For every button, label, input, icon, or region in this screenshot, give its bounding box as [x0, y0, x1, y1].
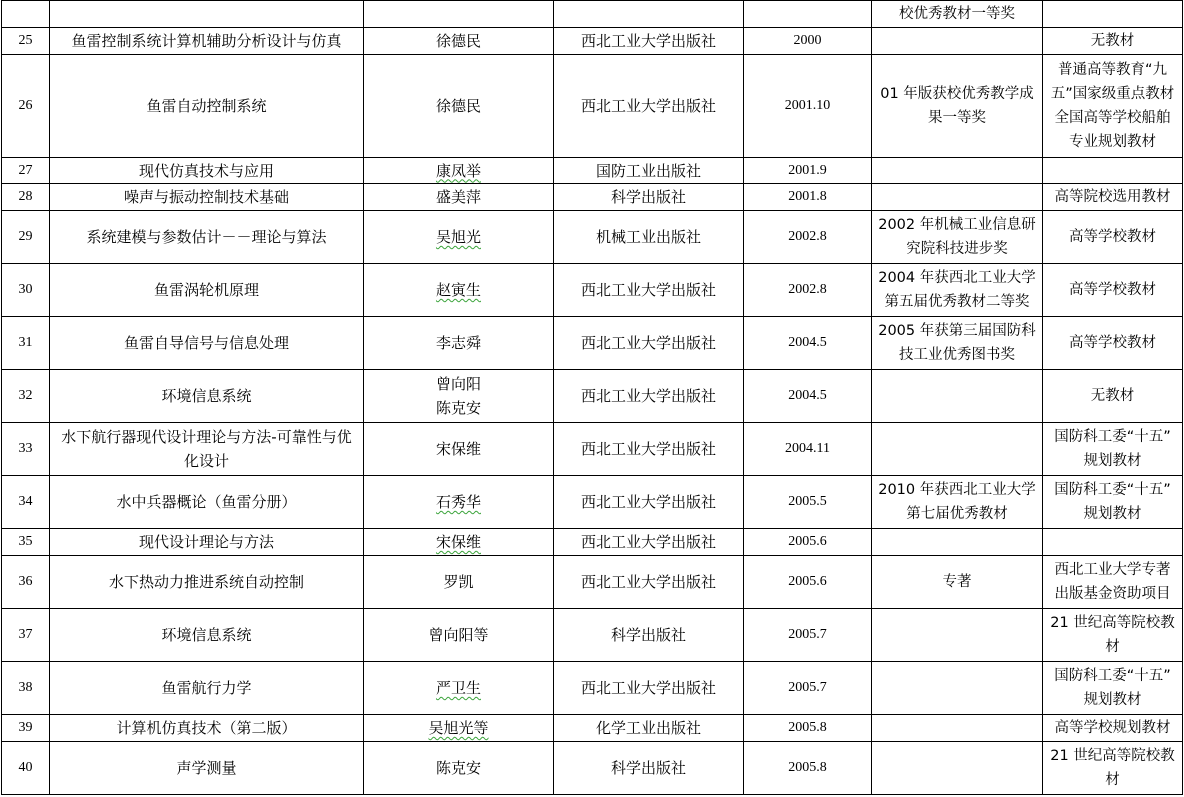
- row-number: 29: [18, 229, 33, 244]
- book-title: 环境信息系统: [161, 626, 252, 644]
- book-title-cell: [50, 264, 364, 317]
- award-info-cell: [872, 211, 1043, 264]
- row-number: 37: [18, 627, 33, 642]
- row-number: 27: [18, 162, 33, 178]
- publish-date-cell: [744, 211, 872, 264]
- author-name: 康凤举: [435, 161, 481, 180]
- author-name: 吴旭光等: [428, 719, 489, 737]
- award-info-cell: [872, 609, 1043, 662]
- row-number-cell: [2, 742, 50, 795]
- table-row: [2, 662, 1183, 715]
- book-title: 水下航行器现代设计理论与方法-可靠性与优 化设计: [61, 428, 352, 470]
- author-name: 李志舜: [435, 334, 481, 352]
- row-number: 31: [18, 335, 33, 350]
- row-number-cell: [2, 529, 50, 556]
- publisher-name-cell: [554, 28, 744, 55]
- author-name-cell: [364, 742, 554, 795]
- publisher-name-cell: [554, 1, 744, 28]
- book-title: 鱼雷涡轮机原理: [153, 281, 259, 299]
- publish-date-cell: [744, 609, 872, 662]
- textbook-note-cell: [1043, 529, 1183, 556]
- book-title-cell: [50, 184, 364, 211]
- row-number: 34: [18, 494, 33, 509]
- award-info-cell: [872, 529, 1043, 556]
- publish-date-cell: [744, 662, 872, 715]
- row-number-cell: [2, 28, 50, 55]
- publish-date-cell: [744, 1, 872, 28]
- publisher-name: 西北工业大学出版社: [580, 679, 716, 697]
- book-title: 鱼雷自动控制系统: [146, 97, 267, 115]
- book-title-cell: [50, 55, 364, 158]
- publish-date-cell: [744, 28, 872, 55]
- author-name-cell: [364, 423, 554, 476]
- publisher-name: 西北工业大学出版社: [580, 281, 716, 299]
- row-number: 39: [18, 720, 33, 735]
- publisher-name: 西北工业大学出版社: [580, 440, 716, 458]
- textbook-note: 国防科工委“十五” 规划教材: [1054, 668, 1171, 708]
- row-number: 36: [18, 574, 33, 589]
- book-title: 现代设计理论与方法: [138, 533, 274, 551]
- publish-date: 2001.10: [784, 98, 831, 113]
- textbook-note: 21 世纪高等院校教 材: [1050, 748, 1175, 788]
- award-info-cell: [872, 158, 1043, 184]
- row-number-cell: [2, 158, 50, 184]
- textbook-note: 国防科工委“十五” 规划教材: [1054, 429, 1171, 469]
- award-info-cell: [872, 370, 1043, 423]
- publisher-name-cell: [554, 529, 744, 556]
- author-name-cell: [364, 28, 554, 55]
- author-name-cell: [364, 476, 554, 529]
- author-name-cell: [364, 715, 554, 742]
- award-info-cell: [872, 662, 1043, 715]
- author-name-cell: [364, 609, 554, 662]
- textbook-note-cell: [1043, 370, 1183, 423]
- row-number: 33: [18, 441, 33, 456]
- textbook-note-cell: [1043, 211, 1183, 264]
- author-name-cell: [364, 264, 554, 317]
- author-name: 宋保维: [435, 440, 481, 458]
- publisher-name-cell: [554, 715, 744, 742]
- book-title: 水中兵器概论（鱼雷分册）: [116, 493, 297, 511]
- textbook-note-cell: [1043, 184, 1183, 211]
- publisher-name-cell: [554, 264, 744, 317]
- publish-date: 2004.5: [788, 388, 827, 403]
- author-name-cell: [364, 55, 554, 158]
- publish-date-cell: [744, 184, 872, 211]
- publisher-name-cell: [554, 158, 744, 184]
- author-name-cell: [364, 317, 554, 370]
- table-row: [2, 211, 1183, 264]
- author-name: 严卫生: [435, 679, 481, 697]
- publisher-name: 化学工业出版社: [595, 719, 701, 737]
- textbook-note-cell: [1043, 476, 1183, 529]
- textbook-note-cell: [1043, 742, 1183, 795]
- textbook-note-cell: [1043, 55, 1183, 158]
- textbook-note-cell: [1043, 317, 1183, 370]
- author-name-cell: [364, 370, 554, 423]
- textbook-note: 无教材: [1090, 33, 1135, 49]
- award-info: 校优秀教材一等奖: [899, 6, 1015, 22]
- book-title: 水下热动力推进系统自动控制: [108, 573, 304, 591]
- publish-date-cell: [744, 476, 872, 529]
- book-title-cell: [50, 28, 364, 55]
- textbook-note: 无教材: [1090, 388, 1135, 404]
- publisher-name: 西北工业大学出版社: [580, 334, 716, 352]
- book-title-cell: [50, 715, 364, 742]
- book-title: 计算机仿真技术（第二版）: [116, 719, 297, 737]
- publish-date-cell: [744, 715, 872, 742]
- table-row: [2, 264, 1183, 317]
- book-title: 噪声与振动控制技术基础: [123, 188, 289, 206]
- publisher-name: 西北工业大学出版社: [580, 387, 716, 405]
- book-title: 鱼雷控制系统计算机辅助分析设计与仿真: [71, 32, 342, 50]
- publisher-name-cell: [554, 742, 744, 795]
- publish-date: 2005.7: [788, 627, 827, 642]
- publish-date: 2005.7: [788, 680, 827, 695]
- award-info-cell: [872, 1, 1043, 28]
- award-info-cell: [872, 742, 1043, 795]
- table-row: [2, 742, 1183, 795]
- award-info: 2004 年获西北工业大学 第五届优秀教材二等奖: [878, 270, 1036, 310]
- author-name: 罗凯: [443, 573, 474, 591]
- book-title-cell: [50, 476, 364, 529]
- author-name-cell: [364, 158, 554, 184]
- table-row: [2, 317, 1183, 370]
- publish-date: 2005.5: [788, 494, 827, 509]
- author-name: 陈克安: [435, 759, 481, 777]
- textbook-note: 高等学校规划教材: [1054, 720, 1171, 736]
- textbook-note: 高等院校选用教材: [1054, 189, 1171, 205]
- award-info: 2005 年获第三届国防科 技工业优秀图书奖: [878, 323, 1036, 363]
- award-info-cell: [872, 28, 1043, 55]
- award-info-cell: [872, 423, 1043, 476]
- row-number-cell: [2, 55, 50, 158]
- book-title-cell: [50, 211, 364, 264]
- textbook-note-cell: [1043, 158, 1183, 184]
- author-name-cell: [364, 184, 554, 211]
- award-info: 专著: [942, 574, 972, 590]
- publisher-name: 西北工业大学出版社: [580, 493, 716, 511]
- publish-date-cell: [744, 529, 872, 556]
- textbook-note: 西北工业大学专著 出版基金资助项目: [1054, 562, 1171, 602]
- publisher-name: 科学出版社: [610, 626, 686, 644]
- author-name: 吴旭光: [435, 228, 481, 246]
- publish-date: 2004.11: [785, 441, 830, 456]
- textbook-note-cell: [1043, 264, 1183, 317]
- table-row: [2, 55, 1183, 158]
- publish-date-cell: [744, 317, 872, 370]
- row-number-cell: [2, 556, 50, 609]
- row-number: 38: [18, 680, 33, 695]
- publish-date: 2005.8: [788, 760, 827, 775]
- award-info: 01 年版获校优秀教学成 果一等奖: [880, 86, 1034, 126]
- row-number: 26: [18, 98, 33, 113]
- publish-date: 2004.5: [788, 335, 827, 350]
- publisher-name-cell: [554, 184, 744, 211]
- book-title: 声学测量: [176, 759, 237, 777]
- publisher-name: 科学出版社: [610, 188, 686, 206]
- publisher-name: 科学出版社: [610, 759, 686, 777]
- table-row: [2, 423, 1183, 476]
- publisher-name-cell: [554, 609, 744, 662]
- book-title: 鱼雷航行力学: [161, 679, 252, 697]
- book-title: 系统建模与参数估计－－理论与算法: [86, 228, 327, 246]
- book-title-cell: [50, 556, 364, 609]
- author-name-cell: [364, 1, 554, 28]
- row-number: 35: [18, 534, 33, 549]
- award-info: 2010 年获西北工业大学 第七届优秀教材: [878, 482, 1036, 522]
- author-name-cell: [364, 662, 554, 715]
- author-name-cell: [364, 529, 554, 556]
- row-number-cell: [2, 662, 50, 715]
- textbook-note: 21 世纪高等院校教 材: [1050, 615, 1175, 655]
- row-number-cell: [2, 317, 50, 370]
- book-title-cell: [50, 609, 364, 662]
- row-number-cell: [2, 184, 50, 211]
- publisher-name: 西北工业大学出版社: [580, 97, 716, 115]
- author-name: 徐德民: [435, 97, 481, 115]
- publisher-name-cell: [554, 211, 744, 264]
- award-info-cell: [872, 556, 1043, 609]
- row-number: 40: [18, 760, 33, 775]
- book-title-cell: [50, 158, 364, 184]
- book-title-cell: [50, 317, 364, 370]
- textbook-note-cell: [1043, 715, 1183, 742]
- book-title-cell: [50, 1, 364, 28]
- table-row: [2, 715, 1183, 742]
- publish-date-cell: [744, 742, 872, 795]
- publisher-name: 西北工业大学出版社: [580, 573, 716, 591]
- book-title: 环境信息系统: [161, 387, 252, 405]
- book-title-cell: [50, 423, 364, 476]
- table-row: [2, 529, 1183, 556]
- author-name-cell: [364, 211, 554, 264]
- publish-date-cell: [744, 158, 872, 184]
- table-row: [2, 28, 1183, 55]
- publish-date-cell: [744, 556, 872, 609]
- publish-date-cell: [744, 423, 872, 476]
- row-number: 28: [18, 189, 33, 204]
- row-number-cell: [2, 370, 50, 423]
- row-number: 25: [18, 33, 33, 48]
- publisher-name-cell: [554, 476, 744, 529]
- publish-date: 2000: [793, 33, 822, 48]
- publisher-name-cell: [554, 662, 744, 715]
- publisher-name: 机械工业出版社: [595, 228, 701, 246]
- award-info-cell: [872, 715, 1043, 742]
- publish-date: 2005.6: [788, 574, 827, 589]
- table-row: [2, 370, 1183, 423]
- textbook-note-cell: [1043, 662, 1183, 715]
- publisher-name-cell: [554, 370, 744, 423]
- author-name: 曾向阳等: [428, 626, 489, 644]
- publisher-name: 西北工业大学出版社: [580, 32, 716, 50]
- textbook-note: 高等学校教材: [1069, 229, 1156, 245]
- publisher-name-cell: [554, 55, 744, 158]
- award-info-cell: [872, 264, 1043, 317]
- row-number: 32: [18, 388, 33, 403]
- book-title-cell: [50, 742, 364, 795]
- textbook-note: 普通高等教育“九 五”国家级重点教材 全国高等学校船舶 专业规划教材: [1050, 62, 1175, 150]
- row-number-cell: [2, 264, 50, 317]
- textbook-note-cell: [1043, 609, 1183, 662]
- author-name: 石秀华: [435, 493, 481, 511]
- table-row: [2, 1, 1183, 28]
- publish-date: 2001.8: [788, 189, 827, 204]
- book-title: 现代仿真技术与应用: [138, 161, 274, 180]
- table-row: [2, 609, 1183, 662]
- book-title-cell: [50, 370, 364, 423]
- author-name: 宋保维: [435, 533, 481, 551]
- publish-date-cell: [744, 264, 872, 317]
- award-info: 2002 年机械工业信息研 究院科技进步奖: [878, 217, 1036, 257]
- textbook-table: [1, 0, 1183, 795]
- publish-date-cell: [744, 370, 872, 423]
- publish-date: 2005.6: [788, 534, 827, 549]
- publisher-name-cell: [554, 423, 744, 476]
- publisher-name-cell: [554, 317, 744, 370]
- table-row: [2, 158, 1183, 184]
- award-info-cell: [872, 476, 1043, 529]
- book-title: 鱼雷自导信号与信息处理: [123, 334, 289, 352]
- textbook-note: 高等学校教材: [1069, 282, 1156, 298]
- row-number-cell: [2, 211, 50, 264]
- publish-date: 2005.8: [788, 720, 827, 735]
- publish-date: 2001.9: [788, 162, 827, 178]
- row-number-cell: [2, 1, 50, 28]
- award-info-cell: [872, 184, 1043, 211]
- table-row: [2, 556, 1183, 609]
- award-info-cell: [872, 55, 1043, 158]
- textbook-note-cell: [1043, 423, 1183, 476]
- publisher-name-cell: [554, 556, 744, 609]
- publish-date: 2002.8: [788, 229, 827, 244]
- textbook-note: 国防科工委“十五” 规划教材: [1054, 482, 1171, 522]
- book-title-cell: [50, 662, 364, 715]
- award-info-cell: [872, 317, 1043, 370]
- table-row: [2, 476, 1183, 529]
- publish-date-cell: [744, 55, 872, 158]
- publisher-name: 国防工业出版社: [595, 161, 701, 180]
- author-name: 盛美萍: [435, 188, 481, 206]
- author-name: 赵寅生: [435, 281, 481, 299]
- author-name-cell: [364, 556, 554, 609]
- table-row: [2, 184, 1183, 211]
- book-title-cell: [50, 529, 364, 556]
- publisher-name: 西北工业大学出版社: [580, 533, 716, 551]
- row-number-cell: [2, 715, 50, 742]
- author-name: 曾向阳 陈克安: [435, 375, 481, 417]
- table-body: [2, 1, 1183, 795]
- row-number-cell: [2, 476, 50, 529]
- publish-date: 2002.8: [788, 282, 827, 297]
- row-number-cell: [2, 609, 50, 662]
- row-number-cell: [2, 423, 50, 476]
- textbook-note: 高等学校教材: [1069, 335, 1156, 351]
- row-number: 30: [18, 282, 33, 297]
- textbook-note-cell: [1043, 1, 1183, 28]
- author-name: 徐德民: [435, 32, 481, 50]
- textbook-note-cell: [1043, 556, 1183, 609]
- textbook-note-cell: [1043, 28, 1183, 55]
